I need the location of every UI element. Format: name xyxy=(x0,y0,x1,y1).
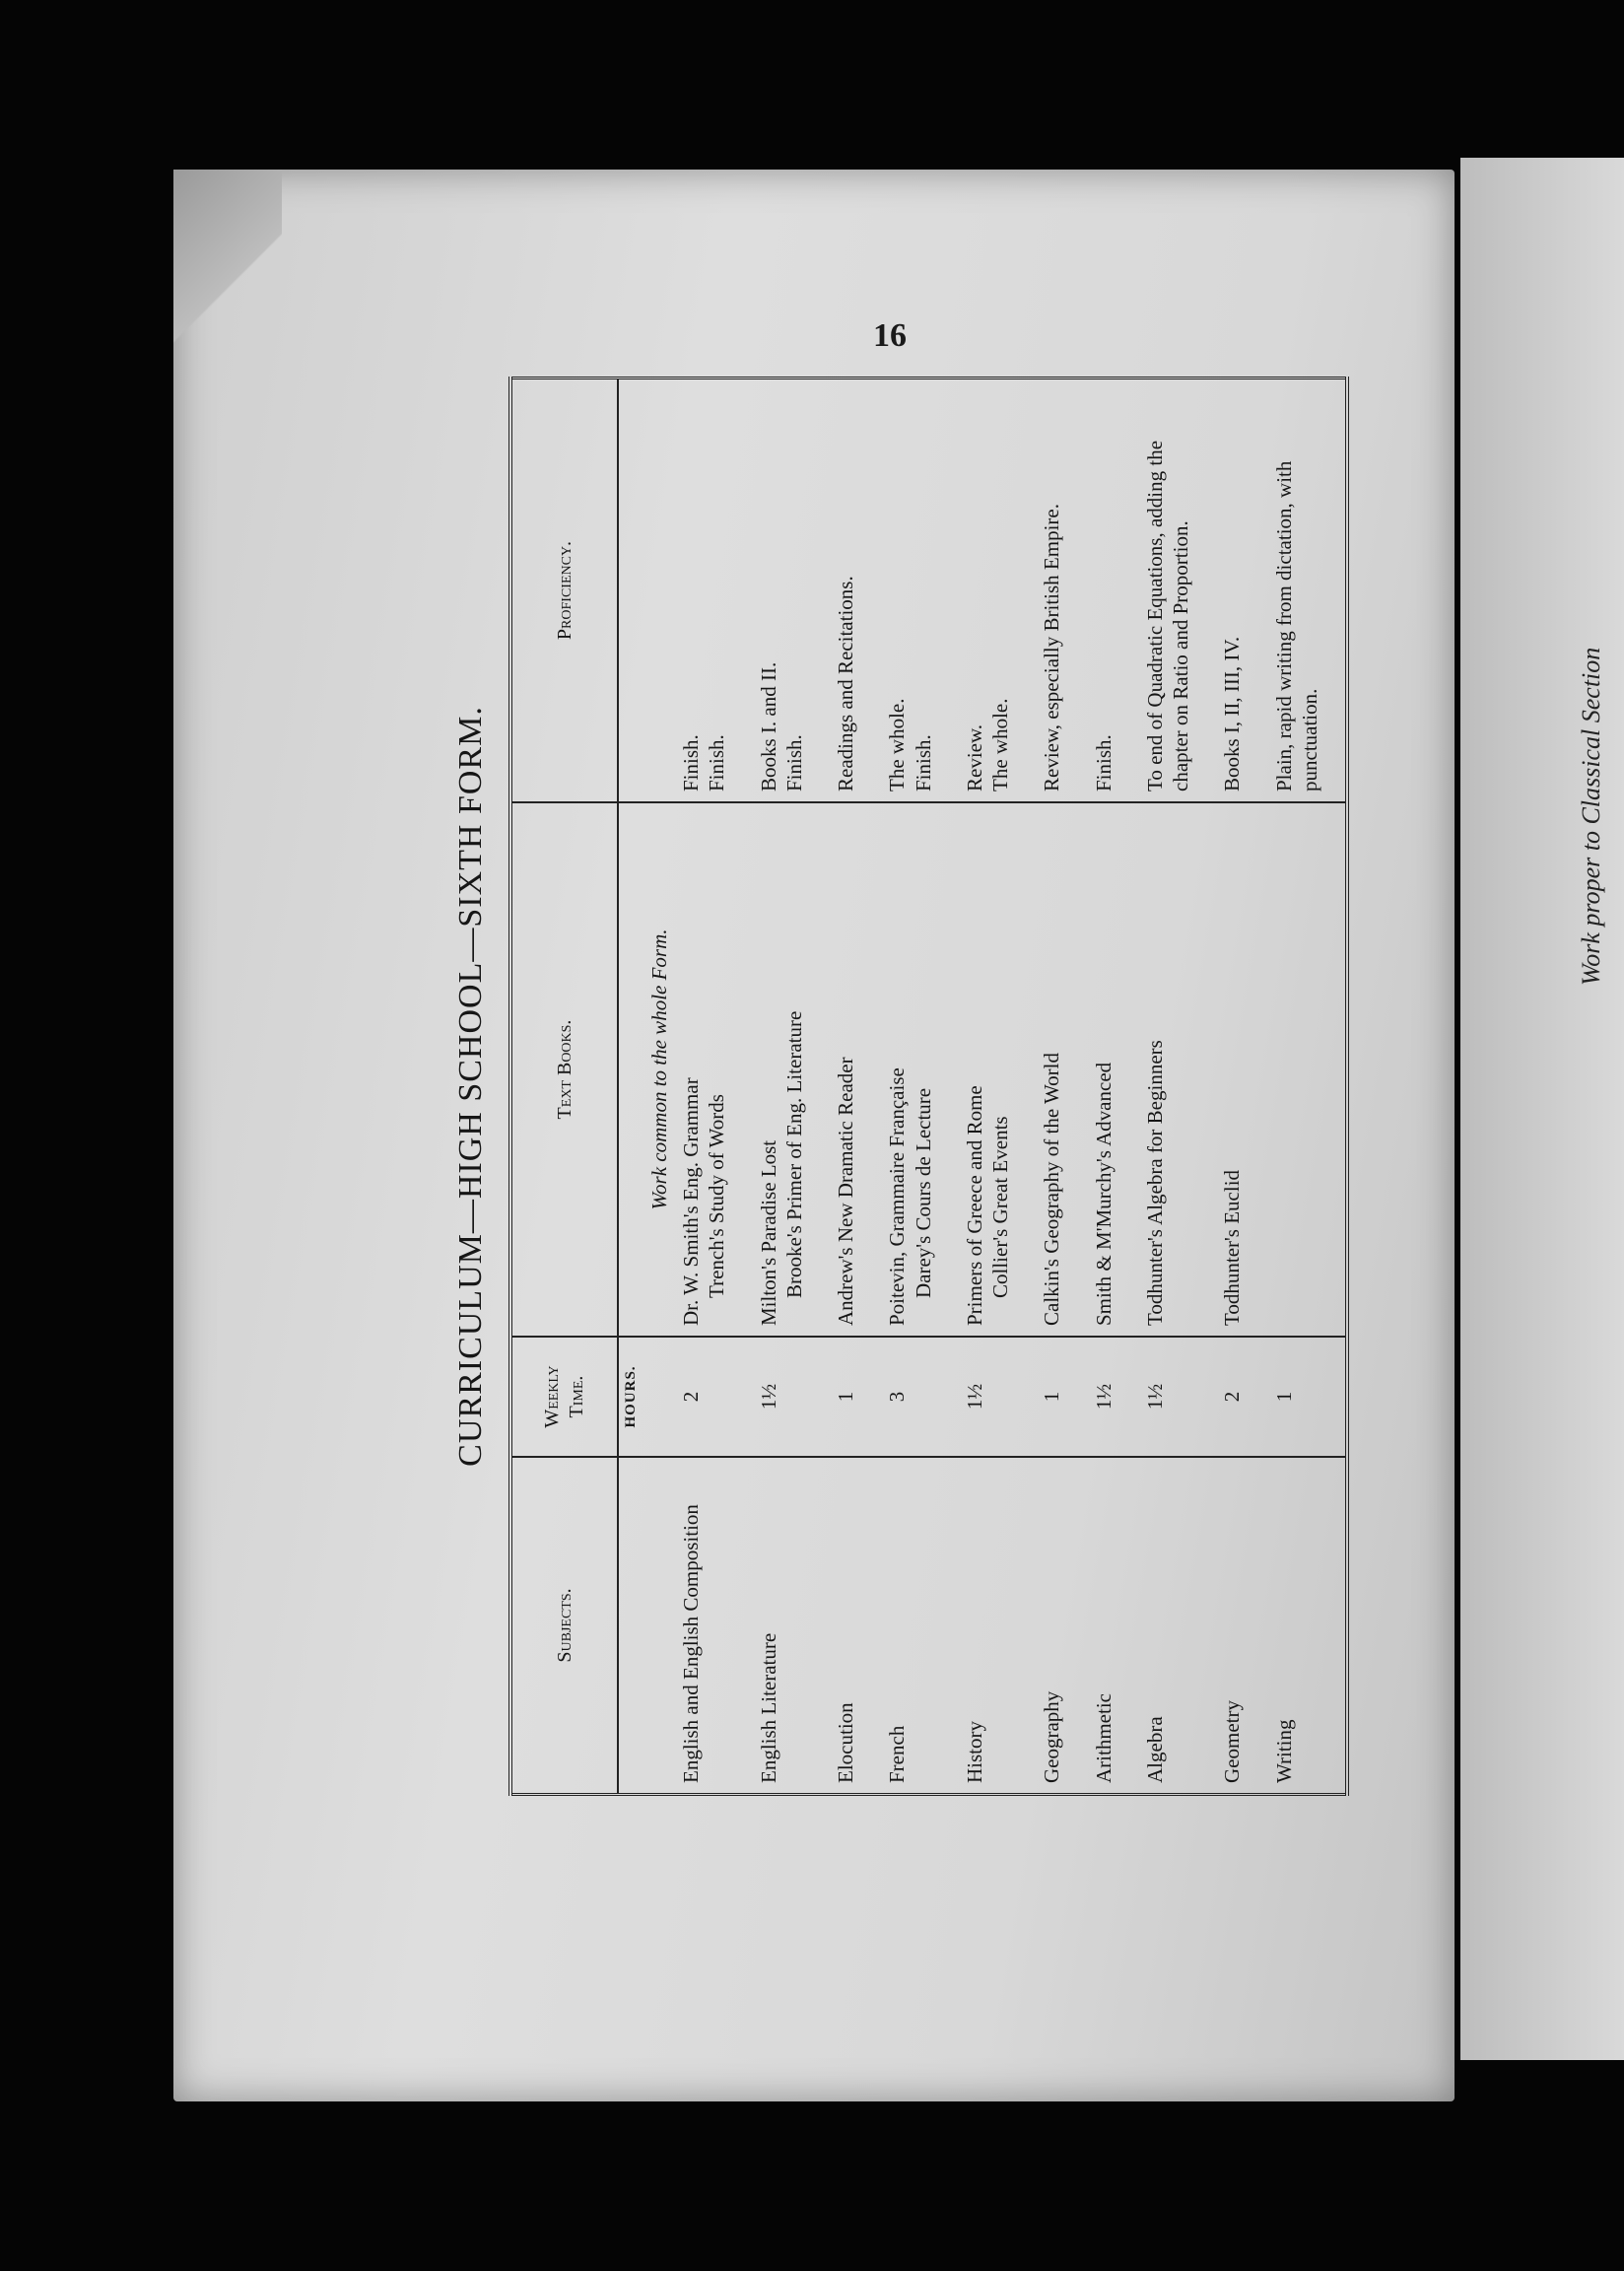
text-book: Darey's Cours de Lecture xyxy=(911,1087,935,1298)
proficiency-cell xyxy=(1088,378,1119,803)
subject-name: Elocution xyxy=(834,1702,857,1783)
table-row xyxy=(959,378,1017,1795)
row-spacer xyxy=(810,378,830,1795)
proficiency-line: Review. xyxy=(962,723,986,791)
adjacent-page xyxy=(1460,158,1624,2060)
table-row xyxy=(1139,378,1197,1795)
table-row xyxy=(830,378,861,1795)
row-spacer xyxy=(1016,378,1036,1795)
weekly-time-cell: 1½ xyxy=(1139,1337,1197,1457)
rotated-content xyxy=(434,377,1321,1796)
text-book: Dr. W. Smith's Eng. Grammar xyxy=(679,1077,703,1326)
row-spacer xyxy=(1196,378,1216,1795)
row-spacer xyxy=(939,378,959,1795)
proficiency-line: Plain, rapid writing from dictation, with punctuation. xyxy=(1271,460,1321,791)
proficiency-cell xyxy=(830,378,861,803)
table-row xyxy=(881,378,939,1795)
table-row xyxy=(1036,378,1067,1795)
weekly-time-cell: 2 xyxy=(675,1337,733,1457)
subject-name: Geometry xyxy=(1220,1700,1245,1783)
text-book: Milton's Paradise Lost xyxy=(756,1139,780,1326)
subject-cell xyxy=(675,1457,733,1795)
weekly-time-cell: 1½ xyxy=(959,1337,1017,1457)
text-book: Primers of Greece and Rome xyxy=(962,1085,986,1326)
text-books-cell xyxy=(1088,802,1119,1337)
text-book: Smith & M'Murchy's Advanced xyxy=(1091,1062,1116,1326)
text-book: Collier's Great Events xyxy=(988,1116,1012,1298)
weekly-time-cell: 2 xyxy=(1216,1337,1248,1457)
text-books-cell xyxy=(675,802,733,1337)
text-book: Todhunter's Algebra for Beginners xyxy=(1142,1040,1167,1326)
subject-cell xyxy=(830,1457,861,1795)
hours-row xyxy=(618,378,643,1795)
text-books-cell xyxy=(959,802,1017,1337)
text-books-cell xyxy=(1268,802,1326,1337)
text-book: Poitevin, Grammaire Française xyxy=(885,1067,910,1326)
page-title: CURRICULUM—HIGH SCHOOL—SIXTH FORM. xyxy=(452,706,489,1467)
table-row xyxy=(753,378,811,1795)
proficiency-cell xyxy=(1216,378,1248,803)
subject-cell xyxy=(959,1457,1017,1795)
subject-cell xyxy=(753,1457,811,1795)
proficiency-line: Books I, II, III, IV. xyxy=(1220,636,1245,791)
row-spacer xyxy=(1119,378,1139,1795)
subject-name: French xyxy=(885,1725,910,1783)
proficiency-cell xyxy=(959,378,1017,803)
common-note: Work common to the whole Form. xyxy=(643,802,675,1337)
proficiency-line: Finish. xyxy=(781,734,806,791)
proficiency-line: Finish. xyxy=(679,734,703,791)
proficiency-line: Finish. xyxy=(911,734,935,791)
proficiency-cell xyxy=(675,378,733,803)
subject-cell xyxy=(1088,1457,1119,1795)
subject-name: Arithmetic xyxy=(1091,1693,1116,1783)
adjacent-page-text: Work proper to Classical Section xyxy=(1577,647,1605,986)
row-spacer xyxy=(733,378,753,1795)
proficiency-line: Finish. xyxy=(1091,734,1116,791)
text-book: Andrew's New Dramatic Reader xyxy=(834,1057,857,1326)
common-note-row xyxy=(643,378,675,1795)
header-subjects: Subjects. xyxy=(510,1457,618,1795)
proficiency-cell xyxy=(1139,378,1197,803)
weekly-time-cell: 1 xyxy=(830,1337,861,1457)
proficiency-line: To end of Quadratic Equations, adding the chapter on Ratio and Proportion. xyxy=(1142,440,1192,791)
subject-name: History xyxy=(962,1721,986,1783)
subject-name: English Literature xyxy=(756,1632,780,1783)
row-spacer xyxy=(861,378,881,1795)
text-books-cell xyxy=(753,802,811,1337)
proficiency-line: Review, especially British Empire. xyxy=(1040,504,1064,791)
text-books-cell xyxy=(1216,802,1248,1337)
page-number: 16 xyxy=(873,317,907,354)
text-books-cell xyxy=(1036,802,1067,1337)
text-book: Todhunter's Euclid xyxy=(1220,1169,1245,1326)
proficiency-line: The whole. xyxy=(885,698,910,791)
weekly-time-cell: 1½ xyxy=(1088,1337,1119,1457)
curriculum-table xyxy=(508,377,1349,1796)
subject-cell xyxy=(1036,1457,1067,1795)
proficiency-cell xyxy=(753,378,811,803)
weekly-time-cell: 1 xyxy=(1268,1337,1326,1457)
subject-cell xyxy=(1216,1457,1248,1795)
header-text-books: Text Books. xyxy=(510,802,618,1337)
proficiency-line: Books I. and II. xyxy=(756,661,780,791)
subject-name: Geography xyxy=(1040,1690,1064,1783)
header-row xyxy=(510,378,618,1795)
table-row xyxy=(675,378,733,1795)
weekly-time-cell: 3 xyxy=(881,1337,939,1457)
subject-cell xyxy=(881,1457,939,1795)
table-row xyxy=(1088,378,1119,1795)
table-row xyxy=(1216,378,1248,1795)
weekly-time-cell: 1½ xyxy=(753,1337,811,1457)
header-proficiency: Proficiency. xyxy=(510,378,618,803)
proficiency-cell xyxy=(881,378,939,803)
subject-name: English and English Composition xyxy=(679,1504,703,1783)
text-book: Brooke's Primer of Eng. Literature xyxy=(781,1010,806,1298)
text-book: Calkin's Geography of the World xyxy=(1040,1053,1064,1326)
text-books-cell xyxy=(1139,802,1197,1337)
table-row xyxy=(1268,378,1326,1795)
text-book: Trench's Study of Words xyxy=(705,1094,729,1298)
row-spacer xyxy=(1249,378,1268,1795)
proficiency-cell xyxy=(1268,378,1326,803)
weekly-time-cell: 1 xyxy=(1036,1337,1067,1457)
hours-label: HOURS. xyxy=(618,1337,643,1457)
subject-name: Algebra xyxy=(1142,1716,1167,1783)
row-spacer xyxy=(1325,378,1347,1795)
proficiency-line: Readings and Recitations. xyxy=(834,576,857,791)
proficiency-line: Finish. xyxy=(705,734,729,791)
proficiency-line: The whole. xyxy=(988,698,1012,791)
text-books-cell xyxy=(830,802,861,1337)
row-spacer xyxy=(1068,378,1088,1795)
text-books-cell xyxy=(881,802,939,1337)
subject-cell xyxy=(1268,1457,1326,1795)
subject-cell xyxy=(1139,1457,1197,1795)
proficiency-cell xyxy=(1036,378,1067,803)
header-weekly-time: Weekly Time. xyxy=(510,1337,618,1457)
subject-name: Writing xyxy=(1271,1719,1296,1783)
